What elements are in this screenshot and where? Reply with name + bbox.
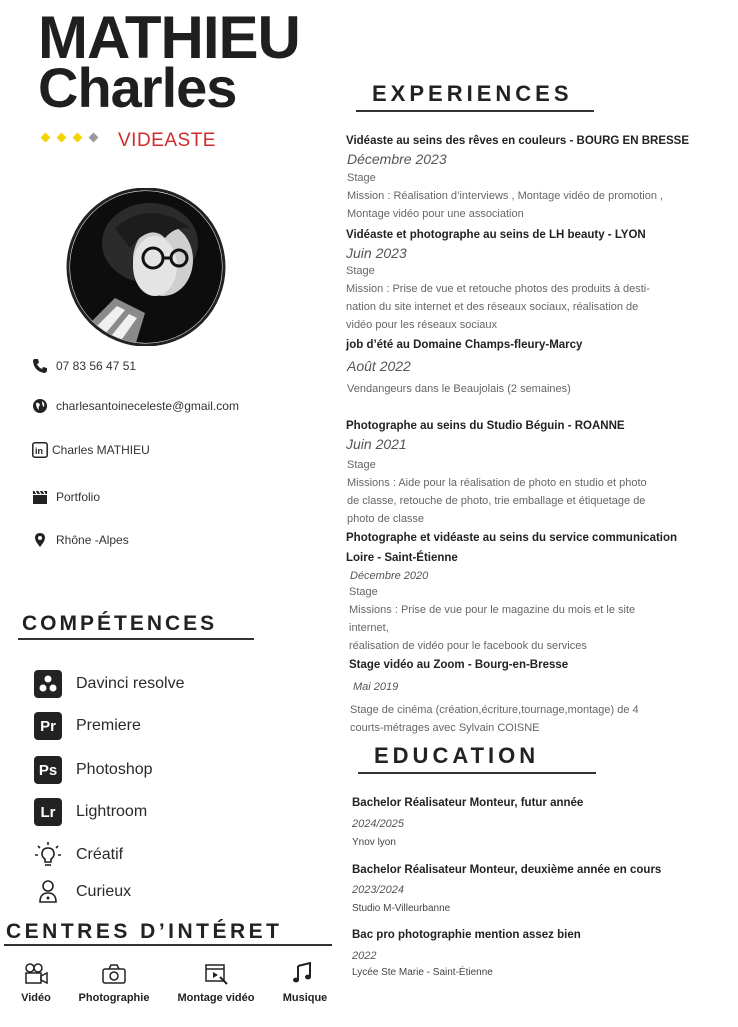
job-title-text: Stage vidéo au Zoom - Bourg-en-Bresse — [349, 659, 569, 671]
video-edit-icon — [203, 962, 229, 986]
skill-item — [34, 841, 123, 869]
skill-label: Premiere — [76, 717, 141, 734]
lightbulb-icon — [34, 841, 62, 869]
interests-divider — [4, 944, 332, 946]
interest-item — [70, 962, 158, 1004]
photoshop-icon: Ps — [34, 756, 62, 784]
globe-icon — [32, 398, 48, 414]
interest-item — [168, 962, 264, 1004]
interest-label: Musique — [282, 992, 328, 1004]
job-date: Décembre 2023 — [347, 151, 447, 167]
job-date: Décembre 2020 — [350, 570, 429, 582]
linkedin-icon — [32, 442, 48, 458]
person-icon — [34, 878, 62, 906]
skill-item — [34, 878, 131, 906]
contact-linkedin[interactable] — [32, 442, 150, 458]
first-name: MATHIEU — [38, 4, 300, 71]
edu-title: Bachelor Réalisateur Monteur, deuxième année en cours — [352, 864, 662, 876]
education-divider — [358, 772, 596, 774]
camera-icon — [101, 962, 127, 986]
job-title-text: Loire - Saint-Étienne — [346, 552, 458, 564]
interest-item — [276, 960, 334, 1004]
job-date: Mai 2019 — [353, 681, 399, 693]
skill-label: Photoshop — [76, 761, 153, 778]
profile-photo — [55, 188, 237, 346]
music-icon — [292, 960, 318, 986]
edu-title: Bac pro photographie mention assez bien — [352, 929, 581, 941]
contact-portfolio[interactable] — [32, 489, 100, 505]
job-desc: Stage Mission : Réalisation d’interviews , Montage vidéo de promotion , Montage vidéo pour une association — [347, 172, 664, 220]
job-title-text: Vidéaste au seins des rêves en couleurs - BOURG EN BRESSE — [346, 135, 690, 147]
skills-divider — [18, 638, 254, 640]
location-text: Rhône -Alpes — [56, 533, 129, 547]
edu-place: Lycée Ste Marie - Saint-Étienne — [352, 967, 493, 978]
skill-label: Lightroom — [76, 803, 148, 820]
job-desc: Stage Missions : Prise de vue pour le magazine du mois et le site internet, réalisation de vidéo pour le facebook du services — [349, 586, 636, 652]
premiere-icon: Pr — [34, 712, 62, 740]
contact-phone[interactable] — [32, 358, 136, 374]
skill-item — [34, 798, 147, 826]
skill-item — [34, 712, 141, 740]
lightroom-icon: Lr — [34, 798, 62, 826]
experiences-divider — [356, 110, 594, 112]
interest-item — [14, 962, 58, 1004]
interests-heading: CENTRES D’INTÉRET — [6, 920, 283, 943]
job-date: Août 2022 — [347, 358, 411, 374]
diamond-icon — [73, 133, 83, 143]
skill-label: Davinci resolve — [76, 675, 185, 692]
svg-text:in: in — [35, 446, 43, 456]
edu-place: Ynov lyon — [352, 837, 396, 848]
davinci-icon — [34, 670, 62, 698]
job-date: Juin 2021 — [346, 436, 407, 452]
contact-location — [32, 532, 129, 548]
edu-year: 2024/2025 — [352, 818, 404, 830]
interest-label: Photographie — [78, 992, 150, 1004]
location-pin-icon — [32, 532, 48, 548]
edu-year: 2022 — [352, 950, 377, 962]
diamond-icon — [57, 133, 67, 143]
job-title-text: Photographe au seins du Studio Béguin - ROANNE — [346, 420, 625, 432]
job-desc: Stage Mission : Prise de vue et retouche photos des produits à desti- nation du site internet et des réseaux sociaux, réalisation de vidéo pour les réseaux sociaux — [346, 265, 650, 331]
job-desc: Stage Missions : Aide pour la réalisation de photo en studio et photo de classe, retouche de photo, trie emballage et étiquetage de photo de classe — [347, 459, 647, 525]
last-name: Charles — [38, 56, 237, 119]
portfolio-text: Portfolio — [56, 490, 101, 504]
job-title-text: job d’été au Domaine Champs-fleury-Marcy — [346, 339, 583, 351]
skill-label: Créatif — [76, 846, 124, 863]
interest-label: Vidéo — [21, 992, 51, 1004]
clapperboard-icon — [32, 489, 48, 505]
job-desc: Vendangeurs dans le Beaujolais (2 semaines) — [347, 383, 571, 395]
title-diamonds — [42, 134, 97, 141]
diamond-icon — [41, 133, 51, 143]
education-heading: EDUCATION — [374, 743, 540, 768]
skill-item — [34, 756, 153, 784]
skills-heading: COMPÉTENCES — [22, 612, 218, 635]
job-title-text: Photographe et vidéaste au seins du service communication — [346, 532, 678, 544]
skill-label: Curieux — [76, 883, 132, 900]
job-title: VIDEASTE — [118, 130, 216, 151]
edu-title: Bachelor Réalisateur Monteur, futur année — [352, 797, 584, 809]
edu-year: 2023/2024 — [352, 884, 404, 896]
phone-text: 07 83 56 47 51 — [56, 359, 137, 373]
experiences-heading: EXPERIENCES — [372, 81, 573, 106]
email-text: charlesantoineceleste@gmail.com — [56, 399, 239, 413]
job-desc: Stage de cinéma (création,écriture,tournage,montage) de 4 courts-métrages avec Sylvain COISNE — [350, 704, 639, 734]
skill-item — [34, 670, 184, 698]
job-title-text: Vidéaste et photographe au seins de LH beauty - LYON — [346, 229, 646, 241]
diamond-icon — [89, 133, 99, 143]
video-camera-icon — [23, 962, 49, 986]
linkedin-text: Charles MATHIEU — [52, 443, 150, 457]
contact-email[interactable] — [32, 398, 239, 414]
interest-label: Montage vidéo — [177, 992, 255, 1004]
job-date: Juin 2023 — [346, 245, 407, 261]
edu-place: Studio M-Villeurbanne — [352, 903, 451, 914]
phone-icon — [32, 358, 48, 374]
